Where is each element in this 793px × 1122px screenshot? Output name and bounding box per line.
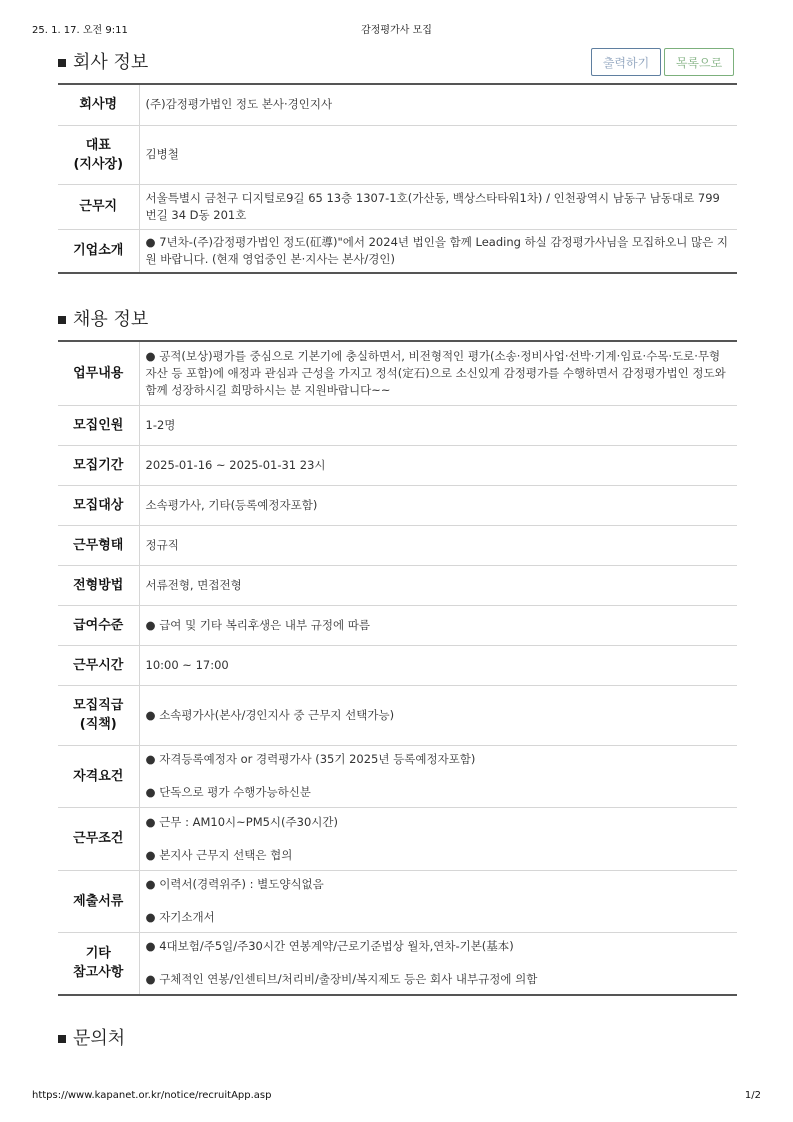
line-gap [146, 955, 730, 971]
info-row [58, 870, 737, 932]
print-url: https://www.kapanet.or.kr/notice/recruitApp.asp [32, 1090, 272, 1101]
info-row [58, 525, 737, 565]
square-bullet-icon [58, 59, 66, 67]
row-value-line: 서울특별시 금천구 디지털로9길 65 13층 1307-1호(가산동, 백상스타타워1차) / 인천광역시 남동구 남동대로 799번길 34 D동 201호 [145, 190, 720, 222]
info-row [58, 405, 737, 445]
print-header [32, 21, 761, 35]
row-value [139, 84, 737, 125]
line-gap [146, 831, 730, 847]
row-value-line: 정규직 [145, 537, 179, 552]
line-gap [146, 893, 730, 909]
row-value [139, 605, 737, 645]
row-value [139, 125, 737, 184]
row-label: 모집직급 (직책) [58, 685, 139, 745]
print-date: 25. 1. 17. 오전 9:11 [32, 25, 128, 36]
row-value [139, 405, 737, 445]
print-footer [32, 1090, 761, 1104]
row-label: 근무지 [58, 184, 139, 229]
recruit-section-title [58, 305, 148, 331]
contact-section-title-text: 문의처 [73, 1028, 126, 1049]
row-value [139, 807, 737, 870]
row-value-line: ● 이력서(경력위주) : 별도양식없음 [145, 877, 324, 891]
info-row [58, 645, 737, 685]
row-value-line: 1-2명 [145, 417, 176, 432]
info-row [58, 745, 737, 807]
info-row [58, 84, 737, 125]
recruit-section-title-text: 채용 정보 [73, 309, 149, 330]
row-value-line: (주)감정평가법인 정도 본사·경인지사 [145, 97, 333, 112]
info-row [58, 341, 737, 405]
row-value-line: 2025-01-16 ~ 2025-01-31 23시 [145, 457, 326, 472]
row-value [139, 932, 737, 995]
row-value-line: 서류전형, 면접전형 [145, 577, 242, 592]
info-row [58, 932, 737, 995]
row-value-line: ● 본지사 근무지 선택은 협의 [145, 847, 293, 862]
row-label: 자격요건 [58, 745, 139, 807]
info-row [58, 685, 737, 745]
row-label: 대표 (지사장) [58, 125, 139, 184]
row-label: 급여수준 [58, 605, 139, 645]
row-value [139, 184, 737, 229]
recruit-info-table [58, 340, 737, 996]
contact-section-title [58, 1024, 125, 1050]
row-value-line: ● 구체적인 연봉/인센티브/처리비/출장비/복지제도 등은 회사 내부규정에 의함 [145, 972, 538, 987]
row-value-line: ● 자격등록예정자 or 경력평가사 (35기 2025년 등록예정자포함) [145, 752, 476, 766]
list-button[interactable]: 목록으로 [664, 48, 734, 76]
row-value-line: ● 자기소개서 [145, 910, 215, 924]
row-label: 모집대상 [58, 485, 139, 525]
row-value [139, 645, 737, 685]
row-value-line: ● 7년차-(주)감정평가법인 정도(矼導)"에서 2024년 법인을 함께 Leading 하실 감정평가사님을 모집하오니 많은 지원 바랍니다. (현재 영업중인 본·지사는 본사/경인) [145, 234, 729, 266]
row-label: 회사명 [58, 84, 139, 125]
row-value [139, 229, 737, 273]
row-value-line: ● 급여 및 기타 복리후생은 내부 규정에 따름 [145, 617, 370, 632]
row-value-line: ● 소속평가사(본사/경인지사 중 근무지 선택가능) [145, 707, 395, 722]
row-value [139, 341, 737, 405]
row-value [139, 745, 737, 807]
info-row [58, 807, 737, 870]
info-row [58, 184, 737, 229]
row-value [139, 445, 737, 485]
row-label: 전형방법 [58, 565, 139, 605]
row-value [139, 685, 737, 745]
line-gap [146, 768, 730, 784]
row-label: 업무내용 [58, 341, 139, 405]
info-row [58, 605, 737, 645]
row-value [139, 870, 737, 932]
row-label: 모집인원 [58, 405, 139, 445]
row-label: 근무형태 [58, 525, 139, 565]
row-value-line: ● 근무 : AM10시~PM5시(주30시간) [145, 814, 338, 829]
square-bullet-icon [58, 1035, 66, 1043]
row-label: 근무시간 [58, 645, 139, 685]
square-bullet-icon [58, 316, 66, 324]
company-section-title-text: 회사 정보 [73, 52, 149, 73]
row-label: 기타 참고사항 [58, 932, 139, 995]
print-doc-title: 감정평가사 모집 [361, 25, 432, 36]
row-value [139, 565, 737, 605]
info-row [58, 485, 737, 525]
row-label: 제출서류 [58, 870, 139, 932]
row-label: 기업소개 [58, 229, 139, 273]
row-value-line: 김병철 [145, 147, 179, 161]
info-row [58, 125, 737, 184]
row-value-line: 10:00 ~ 17:00 [145, 657, 229, 672]
row-value [139, 525, 737, 565]
info-row [58, 565, 737, 605]
row-value-line: ● 공적(보상)평가를 중심으로 기본기에 충실하면서, 비전형적인 평가(소송·정비사업·선박·기계·임료·수목·도로·무형자산 등 포함)에 애정과 관심과 근성을 가지고 정석(定石)으로 소신있게 감정평가를 수행하면서 감정평가법인 정도와 함께 성장하시길 희망하시는 분 지원바랍니다~~ [145, 348, 726, 397]
row-value-line: 소속평가사, 기타(등록예정자포함) [145, 497, 318, 512]
row-value-line: ● 4대보험/주5일/주30시간 연봉계약/근로기준법상 월차,연차-기본(基本) [145, 939, 514, 954]
row-label: 근무조건 [58, 807, 139, 870]
company-info-table [58, 83, 737, 274]
row-value [139, 485, 737, 525]
print-page-number: 1/2 [744, 1090, 761, 1101]
info-row [58, 229, 737, 273]
print-button[interactable]: 출력하기 [591, 48, 661, 76]
company-section-title [58, 48, 148, 74]
row-value-line: ● 단독으로 평가 수행가능하신분 [145, 785, 311, 799]
info-row [58, 445, 737, 485]
row-label: 모집기간 [58, 445, 139, 485]
